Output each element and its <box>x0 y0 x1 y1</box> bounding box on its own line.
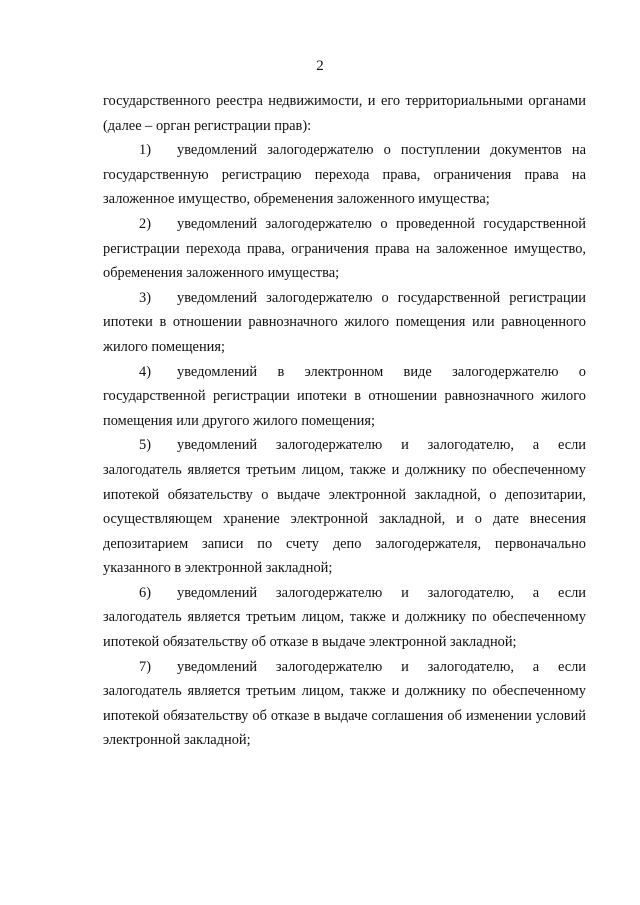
list-item-text: уведомлений залогодержателю о поступлении документов на государственную регистрацию перехода права, ограничения права на заложенное имущество, обременения заложенного имущества; <box>103 142 586 208</box>
list-item-text: уведомлений залогодержателю о государственной регистрации ипотеки в отношении равнозначного жилого помещения или равноценного жилого помещения; <box>103 289 586 355</box>
list-item <box>103 581 586 655</box>
list-item <box>103 360 586 434</box>
list-item-text: уведомлений залогодержателю и залогодателю, а если залогодатель является третьим лицом, также и должнику по обеспеченному ипотекой обязательству об отказе в выдаче соглашения об изменении условий электронной закладной; <box>103 658 586 749</box>
list-item <box>103 212 586 286</box>
list-item-number: 2) <box>139 215 151 232</box>
list-item-text: уведомлений залогодержателю о проведенной государственной регистрации перехода права, ограничения права на заложенное имущество, обременения заложенного имущества; <box>103 215 586 282</box>
list-item-number: 4) <box>139 363 151 380</box>
intro-paragraph: государственного реестра недвижимости, и его территориальными органами (далее – орган регистрации прав): <box>103 93 586 134</box>
list-item <box>103 138 586 212</box>
list-item-number: 6) <box>139 584 151 601</box>
list-item-text: уведомлений залогодержателю и залогодателю, а если залогодатель является третьим лицом, также и должнику по обеспеченному ипотекой обязательству о выдаче электронной закладной, о депозитарии, осуществляющем хранение электронной закладной, и о дате внесения депозитарием записи по счету депо залогодержателя, первоначально указанного в электронной закладной; <box>103 437 586 577</box>
list-item <box>103 433 586 581</box>
list-item-number: 3) <box>139 289 151 306</box>
list-item <box>103 286 586 360</box>
list-item-text: уведомлений в электронном виде залогодержателю о государственной регистрации ипотеки в отношении равнозначного жилого помещения или другого жилого помещения; <box>103 363 586 429</box>
list-item-text: уведомлений залогодержателю и залогодателю, а если залогодатель является третьим лицом, также и должнику по обеспеченному ипотекой обязательству об отказе в выдаче электронной закладной; <box>103 584 586 651</box>
list-item <box>103 655 586 753</box>
page-number: 2 <box>316 58 324 74</box>
list-item-number: 5) <box>139 437 151 454</box>
document-body <box>103 89 586 753</box>
list-item-number: 1) <box>139 142 151 159</box>
list-item-number: 7) <box>139 658 151 675</box>
